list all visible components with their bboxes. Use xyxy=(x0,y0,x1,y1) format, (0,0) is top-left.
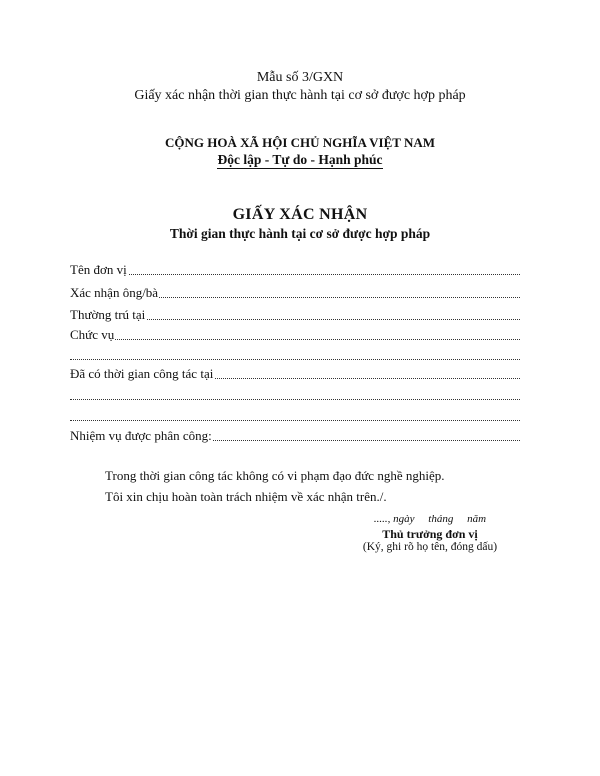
signature-date-line: ....., ngày tháng năm xyxy=(373,513,487,525)
field-label: Tên đơn vị xyxy=(70,262,127,277)
field-label: Thường trú tại xyxy=(70,307,146,322)
blank-line xyxy=(70,408,520,424)
form-description: Giấy xác nhận thời gian thực hành tại cơ sở được hợp pháp xyxy=(134,88,466,103)
field-worked-at xyxy=(70,366,520,382)
signature-signer-title: Thủ trưởng đơn vị xyxy=(382,527,478,541)
field-confirm-person xyxy=(70,285,520,301)
form-code: Mẫu số 3/GXN xyxy=(256,70,344,85)
blank-line xyxy=(70,387,520,403)
document-subtitle: Thời gian thực hành tại cơ sở được hợp pháp xyxy=(169,226,431,241)
statement-responsibility: Tôi xin chịu hoàn toàn trách nhiệm về xác nhận trên./. xyxy=(105,489,387,504)
national-motto xyxy=(0,152,600,168)
field-label: Xác nhận ông/bà xyxy=(70,285,159,300)
field-label: Nhiệm vụ được phân công: xyxy=(70,428,212,443)
motto-text: Độc lập - Tự do - Hạnh phúc xyxy=(217,152,383,167)
field-residence xyxy=(70,307,520,323)
field-label: Chức vụ xyxy=(70,327,115,342)
field-label: Đã có thời gian công tác tại xyxy=(70,366,214,381)
field-unit-name xyxy=(70,262,520,278)
statement-no-violation: Trong thời gian công tác không có vi phạm đạo đức nghề nghiệp. xyxy=(105,468,445,483)
national-name: CỘNG HOÀ XÃ HỘI CHỦ NGHĨA VIỆT NAM xyxy=(164,135,436,150)
signature-note: (Ký, ghi rõ họ tên, đóng dấu) xyxy=(362,541,498,553)
field-duty xyxy=(70,428,520,444)
blank-line xyxy=(70,347,520,363)
field-position xyxy=(70,327,520,343)
document-title: GIẤY XÁC NHẬN xyxy=(232,206,368,223)
